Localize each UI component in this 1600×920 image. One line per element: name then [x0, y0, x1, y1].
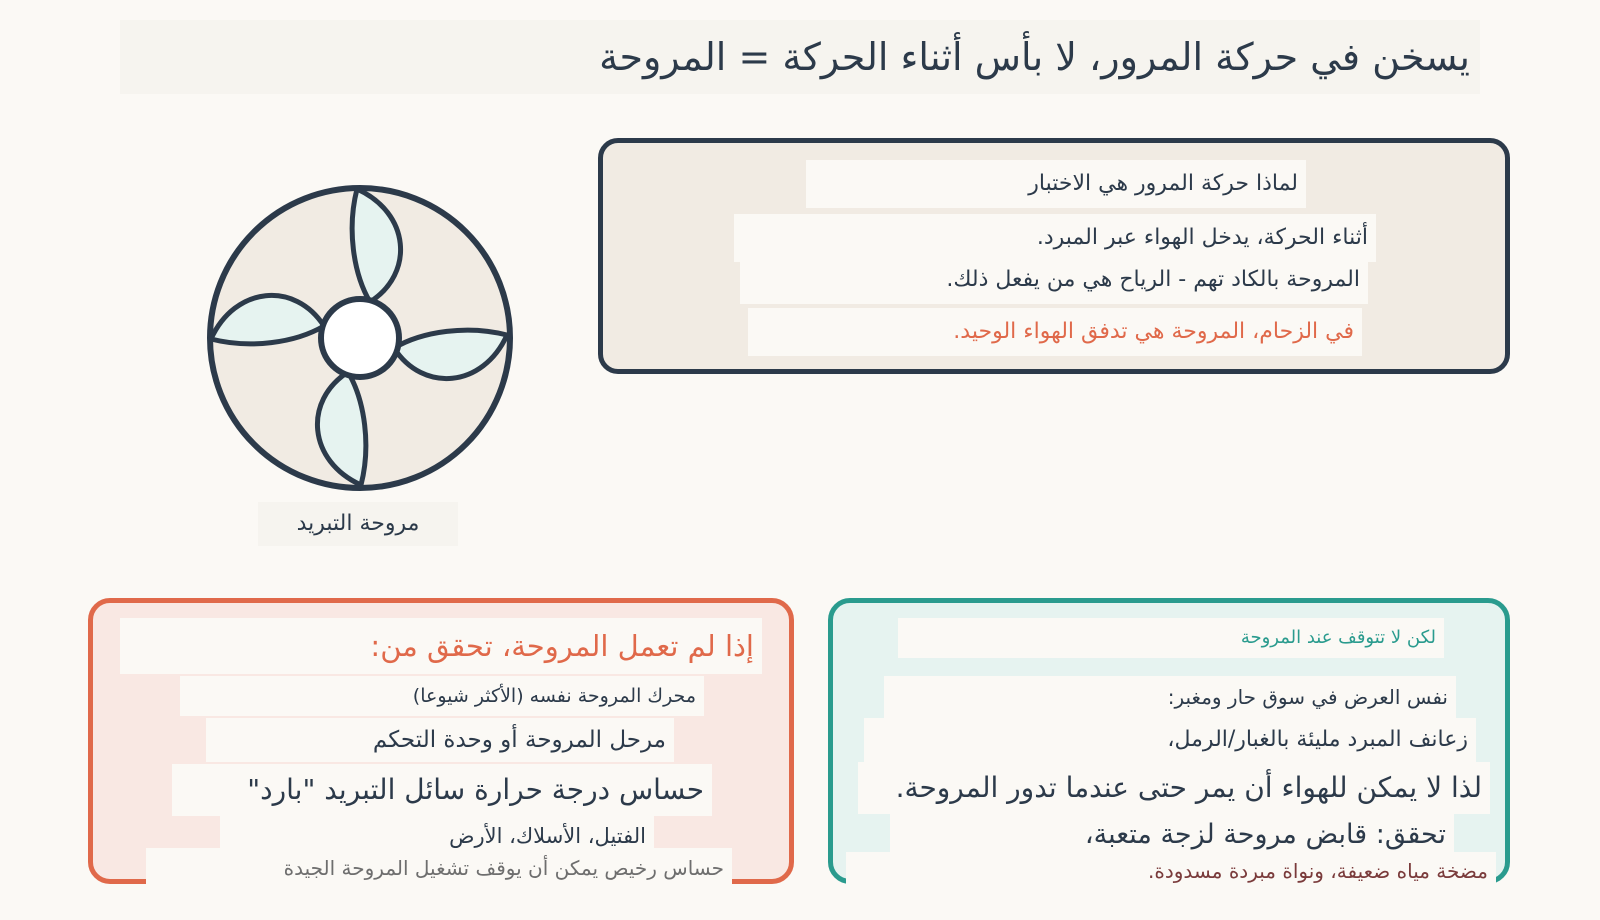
- hot-line-2: زعانف المبرد مليئة بالغبار/الرمل،: [864, 718, 1476, 762]
- why-heading: لماذا حركة المرور هي الاختبار: [806, 160, 1306, 208]
- why-line-2: المروحة بالكاد تهم - الرياح هي من يفعل ذلك.: [740, 262, 1368, 304]
- hot-line-4: تحقق: قابض مروحة لزجة متعبة،: [890, 810, 1454, 860]
- hot-line-1: نفس العرض في سوق حار ومغبر:: [884, 676, 1456, 718]
- cooling-fan-icon: [200, 178, 520, 498]
- fan-label: مروحة التبريد: [258, 502, 458, 546]
- hot-line-3: لذا لا يمكن للهواء أن يمر حتى عندما تدور المروحة.: [858, 762, 1490, 814]
- hot-heading: لكن لا تتوقف عند المروحة: [898, 618, 1444, 658]
- fail-item-3: حساس درجة حرارة سائل التبريد "بارد": [172, 764, 712, 816]
- fail-item-1: محرك المروحة نفسه (الأكثر شيوعا): [180, 676, 704, 716]
- why-highlight: في الزحام، المروحة هي تدفق الهواء الوحيد.: [748, 308, 1362, 356]
- hot-line-5: مضخة مياه ضعيفة، ونواة مبردة مسدودة.: [846, 852, 1496, 890]
- fail-item-4: الفتيل، الأسلاك، الأرض: [220, 816, 654, 856]
- page-title: يسخن في حركة المرور، لا بأس أثناء الحركة = المروحة: [120, 20, 1480, 94]
- why-line-1: أثناء الحركة، يدخل الهواء عبر المبرد.: [734, 214, 1376, 262]
- fail-item-2: مرحل المروحة أو وحدة التحكم: [206, 718, 674, 762]
- fail-note: حساس رخيص يمكن أن يوقف تشغيل المروحة الجيدة: [146, 848, 732, 888]
- fail-heading: إذا لم تعمل المروحة، تحقق من:: [120, 618, 762, 674]
